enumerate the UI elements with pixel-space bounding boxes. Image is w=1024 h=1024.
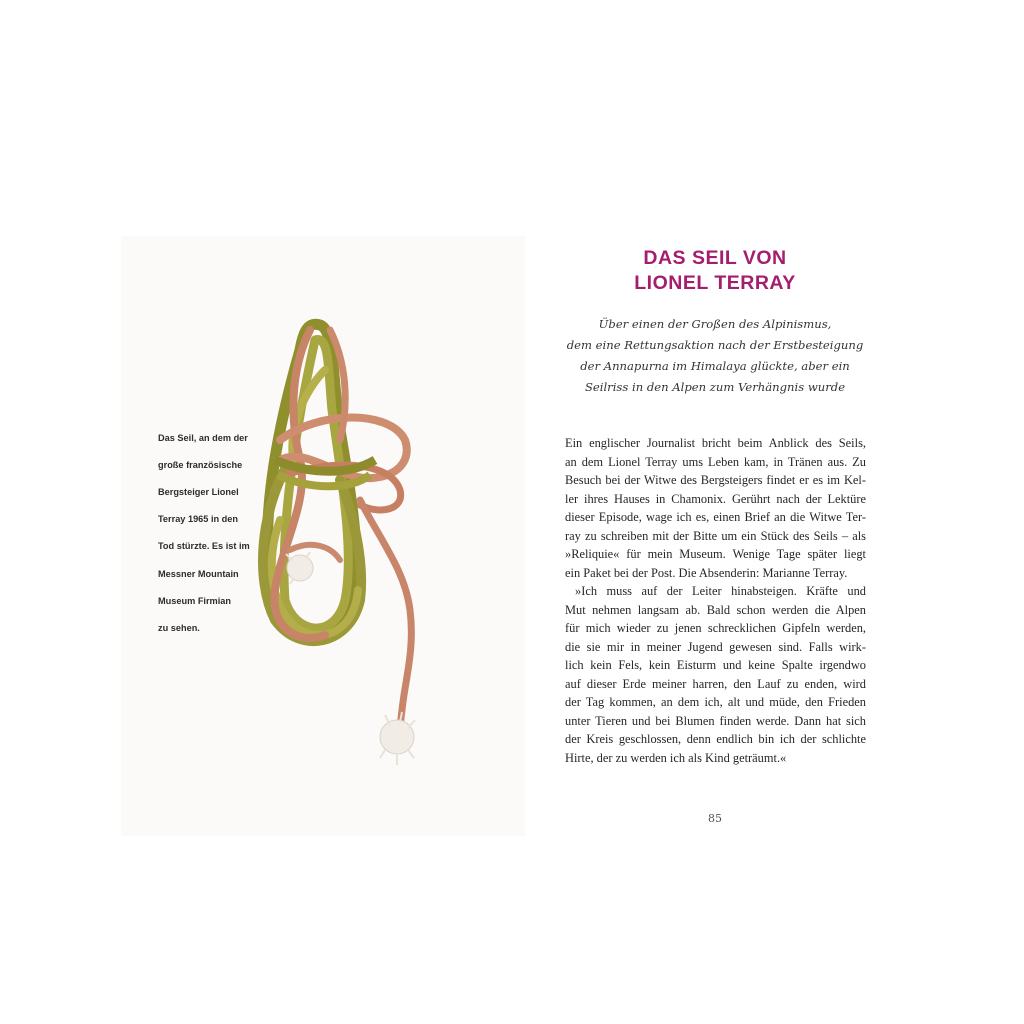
- body-line: der Kreis geschlossen, denn endlich bin ich der schlichte: [565, 732, 866, 746]
- body-text: [565, 434, 866, 767]
- caption-line: zu sehen.: [158, 622, 200, 633]
- body-line: ray zu schreiben mit der Bitte um ein Stück des Seils – als: [565, 528, 866, 543]
- body-line: lich kein Fels, kein Eisturm und keine Spalte irgendwo: [565, 658, 866, 672]
- chapter-title: [560, 246, 870, 296]
- body-line: Mut nehmen langsam ab. Bald schon werden die Alpen: [565, 602, 866, 617]
- body-line: ler ihres Hauses in Chamonix. Gerührt nach der Lektüre: [565, 491, 866, 506]
- caption-line: große französische: [158, 459, 243, 470]
- chapter-subtitle: [560, 314, 870, 398]
- body-line: ein Paket bei der Post. Die Absenderin: Marianne Terray.: [565, 565, 848, 580]
- subtitle-line: Seilriss in den Alpen zum Verhängnis wurde: [584, 380, 846, 394]
- page-number: 85: [708, 812, 722, 825]
- body-line: Ein englischer Journalist bricht beim Anblick des Seils,: [565, 436, 866, 450]
- body-line: an dem Lionel Terray ums Leben kam, in Tränen aus. Zu: [565, 454, 866, 469]
- caption-line: Museum Firmian: [158, 595, 232, 606]
- body-line: unter Tieren und bei Blumen finden werde. Dann hat sich: [565, 713, 866, 728]
- caption-line: Das Seil, an dem der: [158, 432, 248, 443]
- body-line: auf dieser Erde meiner harren, den Lauf zu enden, wird: [565, 676, 866, 691]
- caption-line: Bergsteiger Lionel: [158, 486, 239, 497]
- body-line: Hirte, der zu werden ich als Kind geträumt.«: [565, 750, 787, 765]
- body-line-indented: »Ich muss auf der Leiter hinabsteigen. Kräfte und: [575, 584, 866, 598]
- body-line: die sie mir in meiner Jugend gewesen sind. Falls wirk-: [565, 639, 866, 654]
- caption-line: Tod stürzte. Es ist im: [158, 541, 250, 552]
- caption-line: Messner Mountain: [158, 568, 239, 579]
- subtitle-line: Über einen der Großen des Alpinismus,: [598, 317, 832, 331]
- body-line: »Reliquie« für mein Museum. Wenige Tage später liegt: [565, 547, 866, 561]
- body-line: für mich wieder zu jenen schrecklichen Gipfeln werden,: [565, 621, 866, 635]
- body-line: dieser Episode, wage ich es, einen Brief an die Witwe Ter-: [565, 510, 866, 524]
- coiled-rope-photo: [240, 310, 460, 780]
- title-line: LIONEL TERRAY: [634, 272, 796, 294]
- body-line: Besuch bei der Witwe des Bergsteigers findet er es im Kel-: [565, 473, 866, 487]
- title-line: DAS SEIL VON: [643, 247, 787, 269]
- body-line: der Tag kommen, an dem ich, alt und müde, den Frieden: [565, 695, 866, 709]
- subtitle-line: dem eine Rettungsaktion nach der Erstbesteigung: [566, 338, 864, 352]
- subtitle-line: der Annapurna im Himalaya glückte, aber ein: [580, 359, 850, 373]
- caption-line: Terray 1965 in den: [158, 514, 239, 525]
